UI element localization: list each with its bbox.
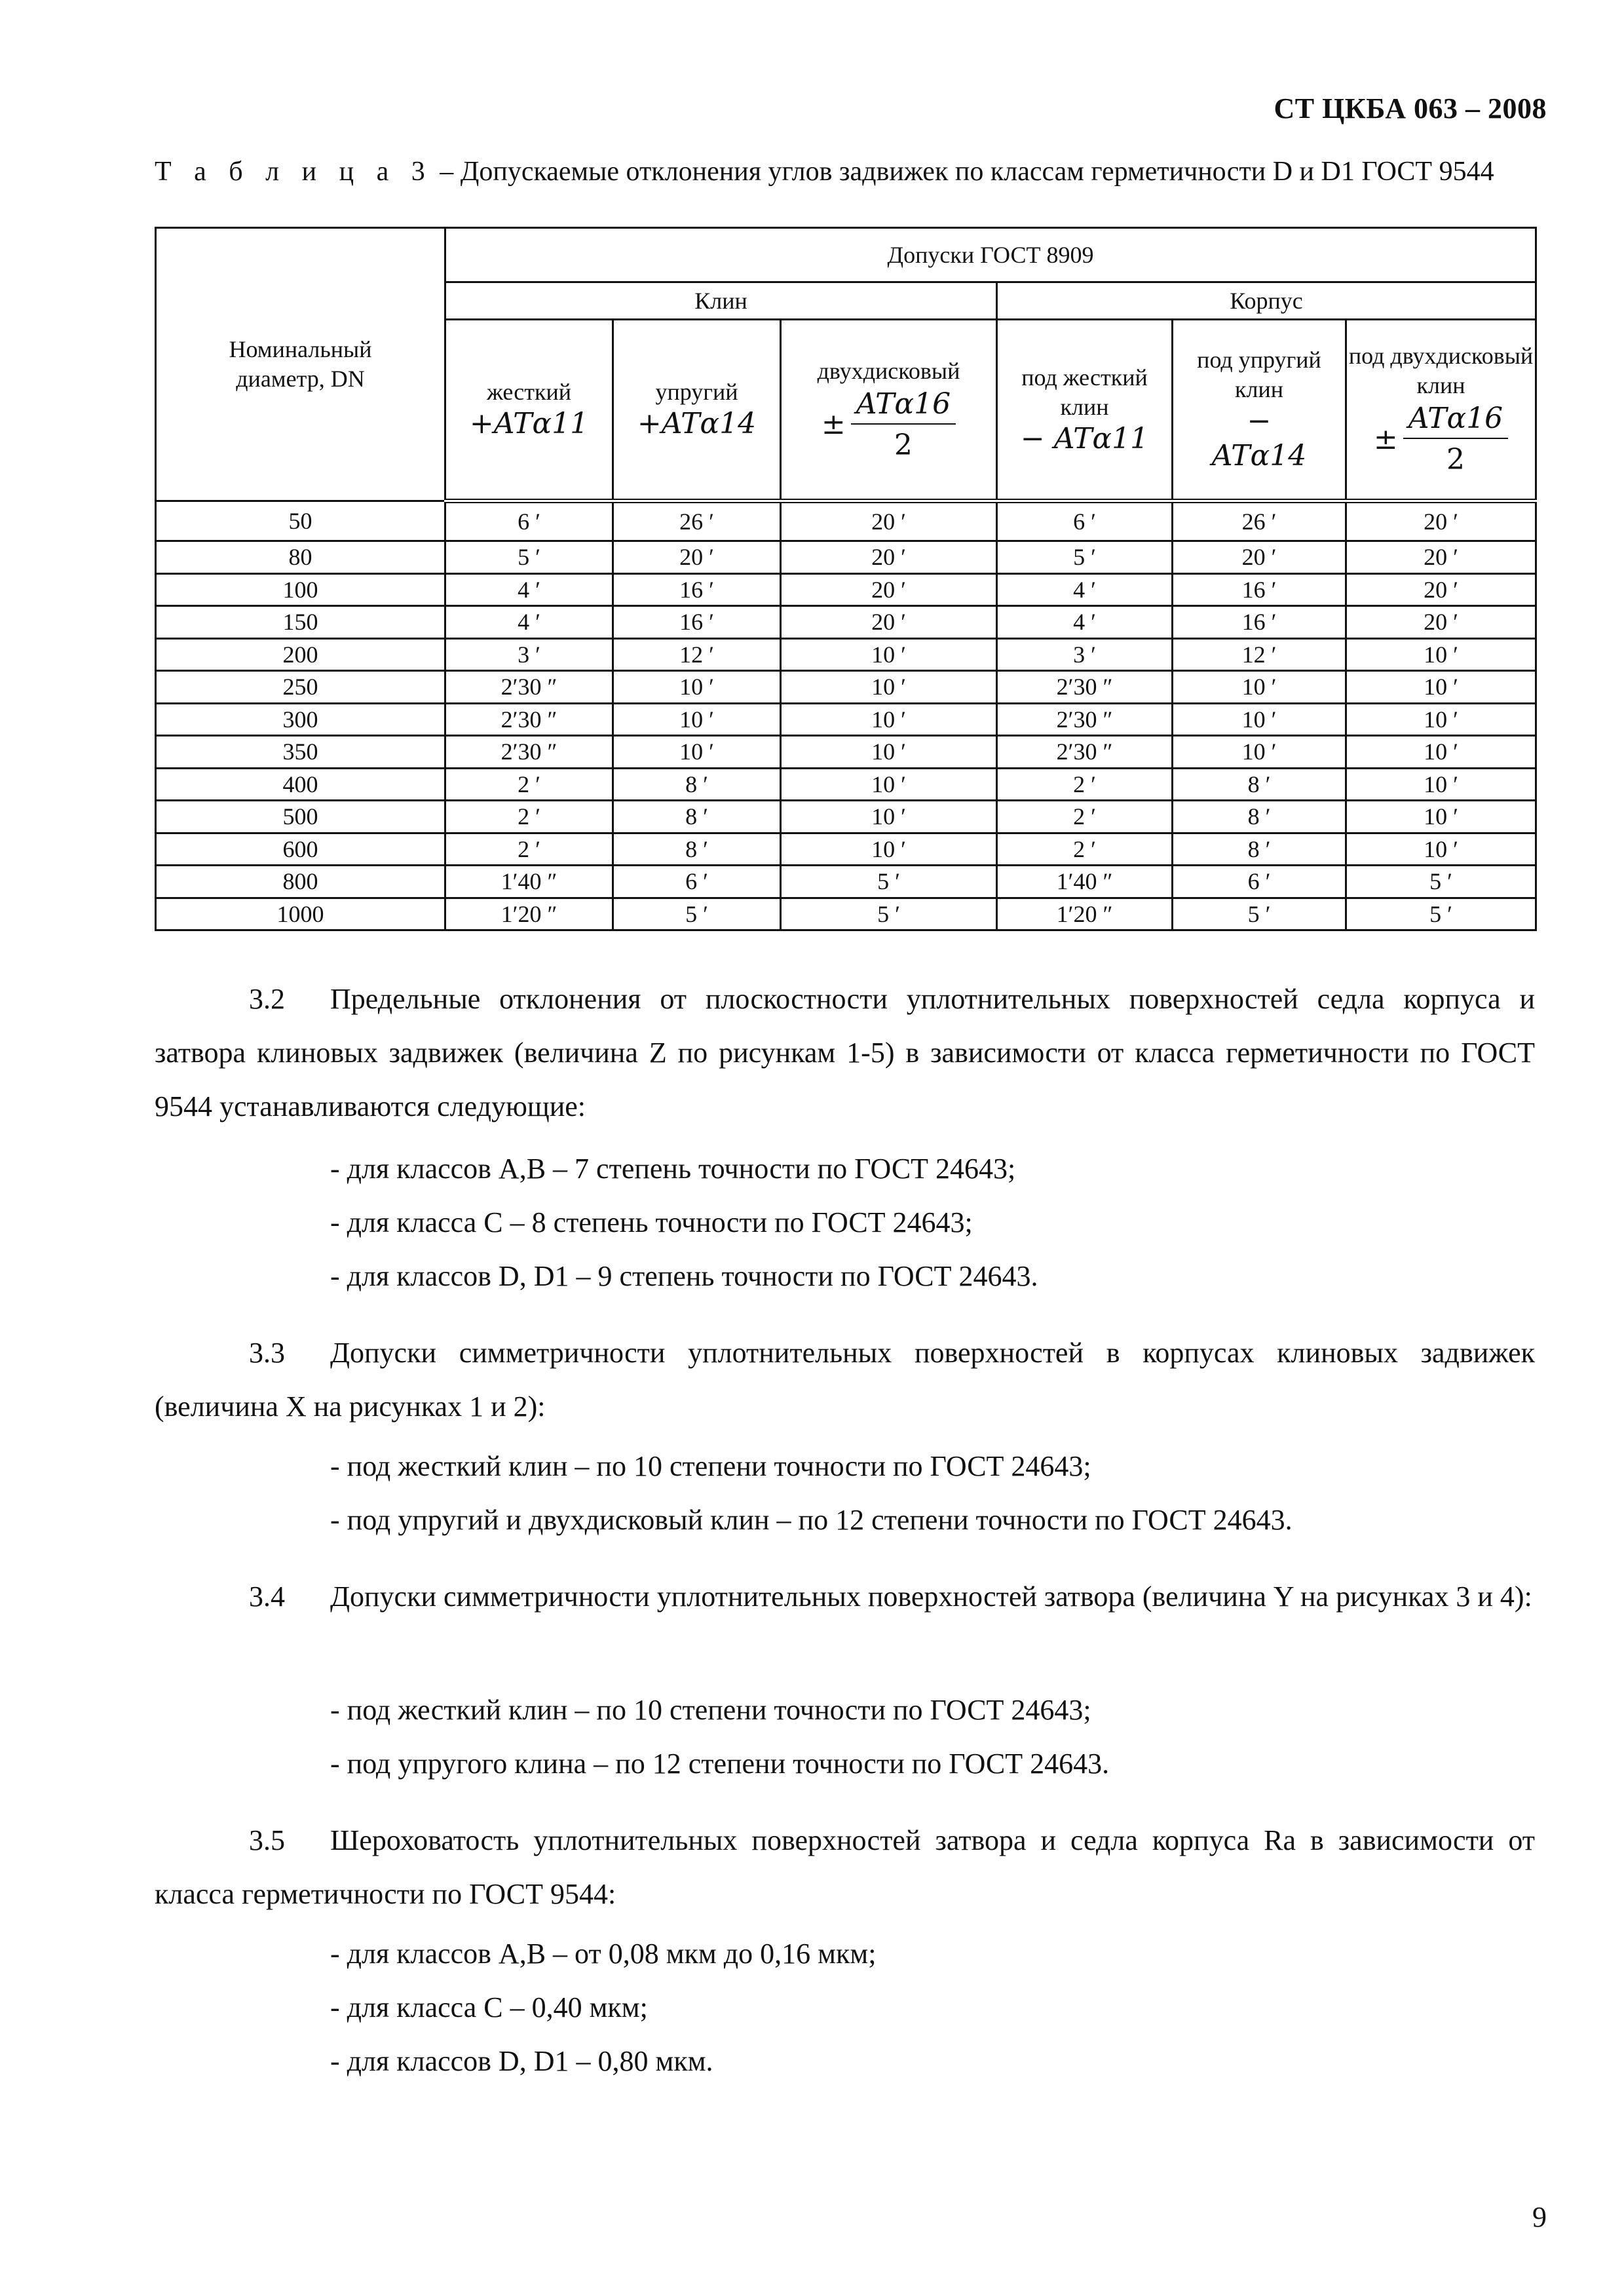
header-col-double-disc-formula <box>821 386 956 463</box>
section-number: 3.4 <box>249 1580 285 1613</box>
tolerance-cell: 10 ′ <box>781 703 997 736</box>
section-3-5 <box>155 1814 1535 1921</box>
list-item: - для классов D, D1 – 0,80 мкм. <box>330 2045 713 2077</box>
tolerance-cell: 10 ′ <box>1173 736 1346 769</box>
tolerance-cell: 10 ′ <box>781 638 997 671</box>
formula-numerator: ATα16 <box>1403 400 1508 439</box>
list-item: - под упругого клина – по 12 степени точности по ГОСТ 24643. <box>330 1748 1110 1780</box>
section-3-3 <box>155 1326 1535 1434</box>
section-text: Допуски симметричности уплотнительных поверхностей затвора (величина Y на рисунках 3 и 4): <box>330 1580 1532 1613</box>
section-text: Допуски симметричности уплотнительных поверхностей в корпусах клиновых задвижек (величина X на рисунках 1 и 2): <box>155 1337 1535 1423</box>
tolerance-cell: 4 ′ <box>997 606 1173 639</box>
table-row <box>156 801 1536 833</box>
tolerance-cell: 6 ′ <box>613 866 781 898</box>
tolerance-cell: 10 ′ <box>781 768 997 801</box>
plus-minus-sign: ± <box>1373 422 1398 456</box>
list-item: - для класса С – 8 степень точности по ГОСТ 24643; <box>330 1206 973 1238</box>
table-row <box>156 501 1536 541</box>
table-row <box>156 736 1536 769</box>
diameter-cell: 50 <box>156 501 445 541</box>
tolerance-cell: 2′30 ″ <box>445 736 613 769</box>
tolerance-cell: 5 ′ <box>1346 898 1536 930</box>
tolerance-cell: 2′30 ″ <box>997 736 1173 769</box>
diameter-cell: 150 <box>156 606 445 639</box>
table-row <box>156 703 1536 736</box>
diameter-cell: 800 <box>156 866 445 898</box>
diameter-cell: 500 <box>156 801 445 833</box>
header-col-body-double-disc-label: под двухдисковый клин <box>1348 343 1534 398</box>
table-body <box>156 501 1536 930</box>
tolerance-cell: 1′40 ″ <box>997 866 1173 898</box>
tolerance-cell: 10 ′ <box>613 671 781 704</box>
tolerance-cell: 5 ′ <box>445 541 613 574</box>
tolerance-cell: 10 ′ <box>1346 703 1536 736</box>
table-row <box>156 768 1536 801</box>
plus-minus-sign: ± <box>821 408 846 441</box>
tolerance-cell: 26 ′ <box>1173 501 1346 541</box>
tolerance-cell: 2 ′ <box>445 833 613 866</box>
tolerance-cell: 4 ′ <box>997 573 1173 606</box>
tolerance-cell: 2′30 ″ <box>445 703 613 736</box>
header-col-rigid-formula: +ATα11 <box>469 407 589 441</box>
header-col-body-elastic <box>1173 320 1346 501</box>
tolerance-cell: 1′40 ″ <box>445 866 613 898</box>
tolerance-cell: 2 ′ <box>997 801 1173 833</box>
tolerance-cell: 3 ′ <box>445 638 613 671</box>
tolerance-cell: 5 ′ <box>613 898 781 930</box>
tolerance-cell: 10 ′ <box>781 801 997 833</box>
diameter-cell: 250 <box>156 671 445 704</box>
tolerance-cell: 5 ′ <box>1173 898 1346 930</box>
list-item: - под жесткий клин – по 10 степени точности по ГОСТ 24643; <box>330 1450 1091 1482</box>
diameter-cell: 600 <box>156 833 445 866</box>
header-col-elastic-label: упругий <box>655 379 738 406</box>
diameter-cell: 80 <box>156 541 445 574</box>
header-col-body-rigid-formula: − ATα11 <box>1020 421 1149 455</box>
section-3-2 <box>155 972 1535 1134</box>
list-item: - для классов D, D1 – 9 степень точности по ГОСТ 24643. <box>330 1260 1038 1292</box>
tolerance-cell: 10 ′ <box>1346 671 1536 704</box>
tolerance-cell: 12 ′ <box>613 638 781 671</box>
header-col-body-double-disc <box>1346 320 1536 501</box>
diameter-cell: 1000 <box>156 898 445 930</box>
table-row <box>156 573 1536 606</box>
tolerance-cell: 2′30 ″ <box>445 671 613 704</box>
diameter-cell: 300 <box>156 703 445 736</box>
tolerance-cell: 20 ′ <box>1346 541 1536 574</box>
tolerance-cell: 10 ′ <box>613 736 781 769</box>
header-col-double-disc-label: двухдисковый <box>817 357 960 384</box>
tolerance-cell: 8 ′ <box>1173 833 1346 866</box>
tolerance-cell: 20 ′ <box>781 606 997 639</box>
list-item: - для классов А,В – от 0,08 мкм до 0,16 мкм; <box>330 1938 877 1970</box>
header-body: Корпус <box>997 282 1536 320</box>
tolerance-cell: 10 ′ <box>1346 768 1536 801</box>
tolerance-cell: 10 ′ <box>781 736 997 769</box>
header-col-body-double-disc-formula <box>1374 400 1508 478</box>
header-col-rigid <box>445 320 613 501</box>
tolerance-cell: 2 ′ <box>997 768 1173 801</box>
tolerance-cell: 2 ′ <box>445 801 613 833</box>
tolerance-cell: 5 ′ <box>1346 866 1536 898</box>
diameter-cell: 200 <box>156 638 445 671</box>
section-number: 3.3 <box>249 1337 285 1369</box>
list-item: - под жесткий клин – по 10 степени точности по ГОСТ 24643; <box>330 1694 1091 1726</box>
tolerance-cell: 4 ′ <box>445 606 613 639</box>
formula-denominator: 2 <box>1446 443 1465 476</box>
tolerance-cell: 10 ′ <box>781 671 997 704</box>
table-row <box>156 671 1536 704</box>
tolerance-cell: 6 ′ <box>445 501 613 541</box>
tolerance-cell: 12 ′ <box>1173 638 1346 671</box>
section-text: Предельные отклонения от плоскостности уплотнительных поверхностей седла корпуса и затвора клиновых задвижек (величина Z по рисункам 1-5) в зависимости от класса герметичности по ГОСТ 9544 устанавливаются следующие: <box>155 983 1535 1122</box>
tolerance-cell: 26 ′ <box>613 501 781 541</box>
tolerance-cell: 4 ′ <box>445 573 613 606</box>
tolerance-cell: 2 ′ <box>997 833 1173 866</box>
table-row <box>156 638 1536 671</box>
tolerance-cell: 10 ′ <box>1346 638 1536 671</box>
tolerance-cell: 5 ′ <box>781 866 997 898</box>
page-number: 9 <box>1532 2201 1547 2233</box>
tolerance-table <box>155 227 1537 931</box>
formula-denominator: 2 <box>894 428 913 462</box>
tolerance-cell: 1′20 ″ <box>997 898 1173 930</box>
tolerance-cell: 20 ′ <box>1346 606 1536 639</box>
section-text: Шероховатость уплотнительных поверхностей затвора и седла корпуса Ra в зависимости от класса герметичности по ГОСТ 9544: <box>155 1824 1535 1910</box>
formula-numerator: ATα16 <box>851 386 956 425</box>
table-row <box>156 866 1536 898</box>
tolerance-cell: 20 ′ <box>1173 541 1346 574</box>
document-code: СТ ЦКБА 063 – 2008 <box>1274 92 1547 124</box>
tolerance-cell: 20 ′ <box>1346 501 1536 541</box>
tolerance-cell: 20 ′ <box>1346 573 1536 606</box>
section-number: 3.5 <box>249 1824 285 1856</box>
tolerance-cell: 16 ′ <box>1173 606 1346 639</box>
header-col-double-disc <box>781 320 997 501</box>
tolerance-cell: 10 ′ <box>1346 736 1536 769</box>
tolerance-cell: 16 ′ <box>613 573 781 606</box>
header-col-elastic-formula: +ATα14 <box>637 407 757 441</box>
tolerance-cell: 8 ′ <box>613 833 781 866</box>
diameter-cell: 400 <box>156 768 445 801</box>
diameter-cell: 350 <box>156 736 445 769</box>
tolerance-cell: 20 ′ <box>781 573 997 606</box>
tolerance-cell: 6 ′ <box>1173 866 1346 898</box>
tolerance-cell: 16 ′ <box>613 606 781 639</box>
tolerance-cell: 3 ′ <box>997 638 1173 671</box>
tolerance-cell: 1′20 ″ <box>445 898 613 930</box>
tolerance-cell: 5 ′ <box>781 898 997 930</box>
tolerance-cell: 2 ′ <box>445 768 613 801</box>
tolerance-cell: 2′30 ″ <box>997 703 1173 736</box>
header-col-elastic <box>613 320 781 501</box>
tolerance-cell: 6 ′ <box>997 501 1173 541</box>
tolerance-cell: 8 ′ <box>613 768 781 801</box>
table-caption-text: – Допускаемые отклонения углов задвижек по классам герметичности D и D1 ГОСТ 9544 <box>432 157 1494 187</box>
header-wedge: Клин <box>445 282 997 320</box>
tolerance-cell: 8 ′ <box>1173 768 1346 801</box>
tolerance-cell: 20 ′ <box>781 541 997 574</box>
tolerance-cell: 20 ′ <box>613 541 781 574</box>
tolerance-cell: 5 ′ <box>997 541 1173 574</box>
header-col-body-elastic-formula: − ATα14 <box>1211 404 1307 472</box>
header-diameter: Номинальный диаметр, DN <box>156 228 445 501</box>
tolerance-cell: 10 ′ <box>1173 703 1346 736</box>
list-item: - под упругий и двухдисковый клин – по 12 степени точности по ГОСТ 24643. <box>330 1504 1293 1536</box>
tolerance-cell: 20 ′ <box>781 501 997 541</box>
list-item: - для классов А,В – 7 степень точности по ГОСТ 24643; <box>330 1153 1016 1185</box>
table-caption <box>155 156 1494 187</box>
header-col-rigid-label: жесткий <box>486 379 571 406</box>
list-item: - для класса С – 0,40 мкм; <box>330 1991 648 2023</box>
tolerance-cell: 8 ′ <box>613 801 781 833</box>
tolerance-cell: 10 ′ <box>1346 801 1536 833</box>
table-row <box>156 833 1536 866</box>
tolerance-cell: 10 ′ <box>1346 833 1536 866</box>
header-tolerances: Допуски ГОСТ 8909 <box>445 228 1536 282</box>
tolerance-cell: 16 ′ <box>1173 573 1346 606</box>
table-row <box>156 541 1536 574</box>
header-col-body-rigid <box>997 320 1173 501</box>
header-col-body-elastic-label: под упругий клин <box>1197 347 1321 403</box>
table-caption-label: Т а б л и ц а 3 <box>155 157 433 187</box>
tolerance-cell: 10 ′ <box>613 703 781 736</box>
table-row <box>156 606 1536 639</box>
table-row <box>156 898 1536 930</box>
tolerance-cell: 10 ′ <box>781 833 997 866</box>
section-3-4 <box>155 1570 1535 1624</box>
tolerance-cell: 10 ′ <box>1173 671 1346 704</box>
tolerance-cell: 2′30 ″ <box>997 671 1173 704</box>
section-number: 3.2 <box>249 983 285 1015</box>
header-col-body-rigid-label: под жесткий клин <box>1021 364 1148 420</box>
diameter-cell: 100 <box>156 573 445 606</box>
tolerance-cell: 8 ′ <box>1173 801 1346 833</box>
